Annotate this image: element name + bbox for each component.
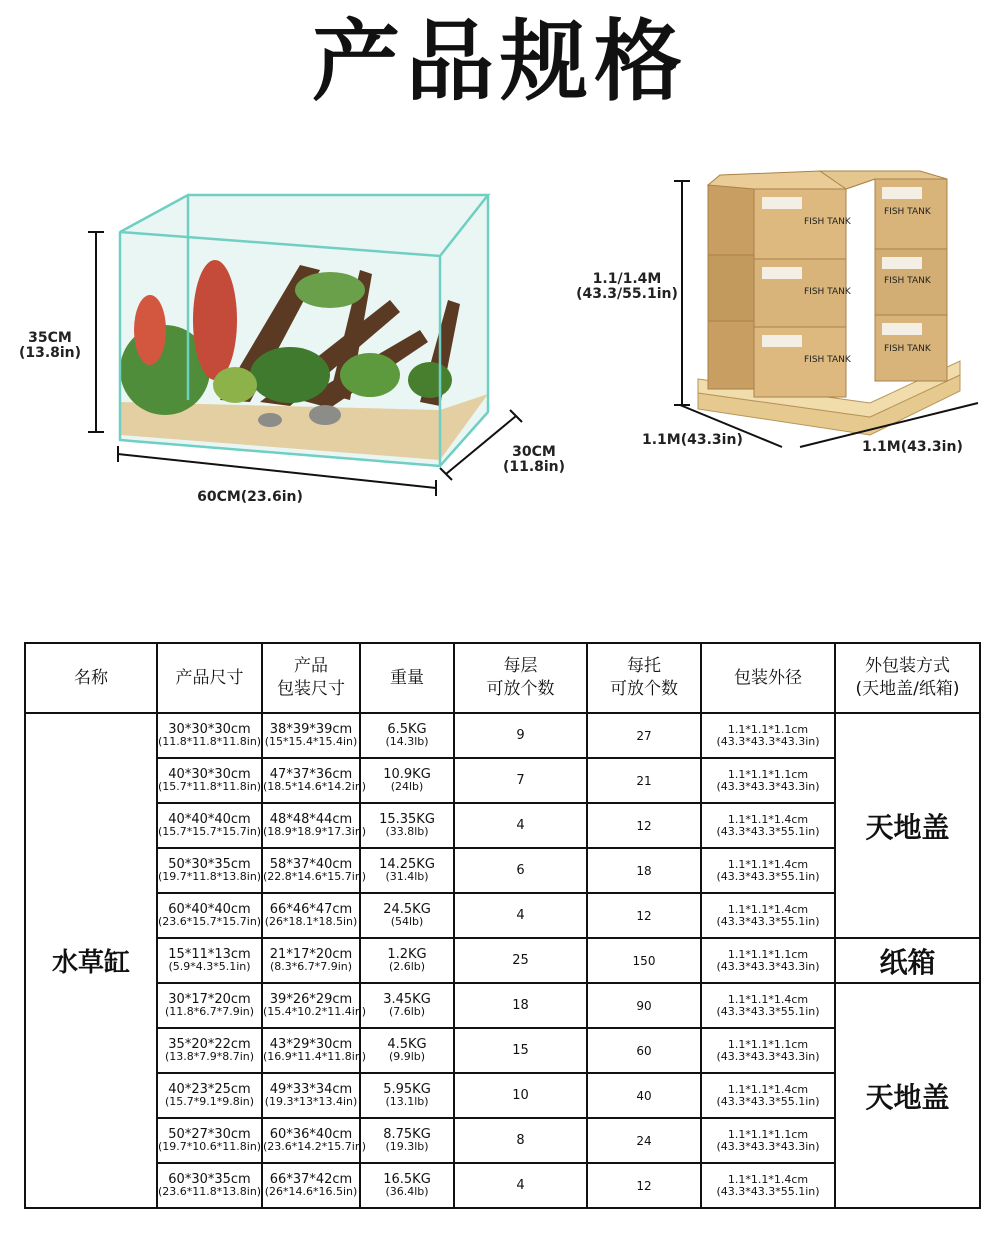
product-size-cell: 15*11*13cm (5.9*4.3*5.1in) (157, 938, 262, 983)
product-size-cell: 40*23*25cm (15.7*9.1*9.8in) (157, 1073, 262, 1118)
package-size-cell: 48*48*44cm (18.9*18.9*17.3in) (262, 803, 360, 848)
box-label-6: FISH TANK (884, 344, 931, 354)
outer-dims-cell: 1.1*1.1*1.4cm (43.3*43.3*55.1in) (701, 848, 835, 893)
outer-dims-cell: 1.1*1.1*1.4cm (43.3*43.3*55.1in) (701, 1073, 835, 1118)
box-label-4: FISH TANK (884, 276, 931, 286)
weight-cell: 24.5KG (54lb) (360, 893, 454, 938)
product-size-cell: 60*30*35cm (23.6*11.8*13.8in) (157, 1163, 262, 1208)
packing-method-cell: 纸箱 (835, 938, 980, 983)
weight-cell: 5.95KG (13.1lb) (360, 1073, 454, 1118)
pallet-height-in: (43.3/55.1in) (576, 285, 678, 302)
package-size-cell: 58*37*40cm (22.8*14.6*15.7in) (262, 848, 360, 893)
header-name: 名称 (25, 643, 157, 713)
weight-cell: 8.75KG (19.3lb) (360, 1118, 454, 1163)
box-label-1: FISH TANK (804, 217, 851, 227)
outer-dims-cell: 1.1*1.1*1.1cm (43.3*43.3*43.3in) (701, 713, 835, 758)
outer-dims-cell: 1.1*1.1*1.1cm (43.3*43.3*43.3in) (701, 758, 835, 803)
pallet-height-label (572, 272, 682, 301)
outer-dims-cell: 1.1*1.1*1.4cm (43.3*43.3*55.1in) (701, 1163, 835, 1208)
header-weight: 重量 (360, 643, 454, 713)
product-size-cell: 35*20*22cm (13.8*7.9*8.7in) (157, 1028, 262, 1073)
per-pallet-cell: 90 (587, 983, 701, 1028)
package-size-cell: 38*39*39cm (15*15.4*15.4in) (262, 713, 360, 758)
per-pallet-cell: 18 (587, 848, 701, 893)
per-pallet-cell: 12 (587, 1163, 701, 1208)
pallet-left-label: 1.1M(43.3in) (642, 432, 743, 448)
tank-depth-in: (11.8in) (502, 458, 566, 475)
per-layer-cell: 8 (454, 1118, 587, 1163)
box-label-2: FISH TANK (884, 207, 931, 217)
per-pallet-cell: 12 (587, 803, 701, 848)
per-layer-cell: 7 (454, 758, 587, 803)
weight-cell: 6.5KG (14.3lb) (360, 713, 454, 758)
per-layer-cell: 4 (454, 893, 587, 938)
table-row (25, 713, 980, 758)
weight-cell: 1.2KG (2.6lb) (360, 938, 454, 983)
height-dimension-line (88, 232, 104, 432)
package-size-cell: 39*26*29cm (15.4*10.2*11.4in) (262, 983, 360, 1028)
package-size-cell: 43*29*30cm (16.9*11.4*11.8in) (262, 1028, 360, 1073)
weight-cell: 4.5KG (9.9lb) (360, 1028, 454, 1073)
outer-dims-cell: 1.1*1.1*1.1cm (43.3*43.3*43.3in) (701, 938, 835, 983)
per-pallet-cell: 21 (587, 758, 701, 803)
page-title: 产品规格 (311, 10, 688, 113)
product-size-cell: 40*30*30cm (15.7*11.8*11.8in) (157, 758, 262, 803)
tank-depth-cm: 30CM (512, 444, 556, 460)
per-layer-cell: 6 (454, 848, 587, 893)
outer-dims-cell: 1.1*1.1*1.4cm (43.3*43.3*55.1in) (701, 803, 835, 848)
outer-dims-cell: 1.1*1.1*1.4cm (43.3*43.3*55.1in) (701, 893, 835, 938)
package-size-cell: 60*36*40cm (23.6*14.2*15.7in) (262, 1118, 360, 1163)
header-product-size: 产品尺寸 (157, 643, 262, 713)
header-per-pallet: 每托 可放个数 (587, 643, 701, 713)
product-size-cell: 50*27*30cm (19.7*10.6*11.8in) (157, 1118, 262, 1163)
per-layer-cell: 15 (454, 1028, 587, 1073)
per-pallet-cell: 12 (587, 893, 701, 938)
weight-cell: 10.9KG (24lb) (360, 758, 454, 803)
per-layer-cell: 10 (454, 1073, 587, 1118)
per-layer-cell: 25 (454, 938, 587, 983)
product-size-cell: 60*40*40cm (23.6*15.7*15.7in) (157, 893, 262, 938)
weight-cell: 14.25KG (31.4lb) (360, 848, 454, 893)
box-label-3: FISH TANK (804, 287, 851, 297)
pallet-illustration (660, 165, 990, 465)
header-outer-dims: 包装外径 (701, 643, 835, 713)
per-layer-cell: 9 (454, 713, 587, 758)
tank-depth-label (500, 445, 568, 474)
tank-height-in: (13.8in) (18, 344, 82, 361)
outer-dims-cell: 1.1*1.1*1.1cm (43.3*43.3*43.3in) (701, 1028, 835, 1073)
spec-table (24, 642, 981, 1209)
per-layer-cell: 4 (454, 1163, 587, 1208)
product-size-cell: 40*40*40cm (15.7*15.7*15.7in) (157, 803, 262, 848)
header-package-size: 产品 包装尺寸 (262, 643, 360, 713)
package-size-cell: 21*17*20cm (8.3*6.7*7.9in) (262, 938, 360, 983)
category-cell: 水草缸 (25, 713, 157, 1208)
tank-height-cm: 35CM (28, 330, 72, 346)
per-layer-cell: 4 (454, 803, 587, 848)
package-size-cell: 49*33*34cm (19.3*13*13.4in) (262, 1073, 360, 1118)
weight-cell: 16.5KG (36.4lb) (360, 1163, 454, 1208)
weight-cell: 3.45KG (7.6lb) (360, 983, 454, 1028)
header-packing-method: 外包装方式 (天地盖/纸箱) (835, 643, 980, 713)
table-row (25, 938, 980, 983)
pallet-height-m: 1.1/1.4M (592, 271, 662, 287)
weight-cell: 15.35KG (33.8lb) (360, 803, 454, 848)
per-pallet-cell: 150 (587, 938, 701, 983)
pallet-right-label: 1.1M(43.3in) (862, 439, 963, 455)
outer-dims-cell: 1.1*1.1*1.4cm (43.3*43.3*55.1in) (701, 983, 835, 1028)
product-size-cell: 50*30*35cm (19.7*11.8*13.8in) (157, 848, 262, 893)
header-per-layer: 每层 可放个数 (454, 643, 587, 713)
packing-method-cell: 天地盖 (835, 983, 980, 1208)
box-label-5: FISH TANK (804, 355, 851, 365)
tank-width-label: 60CM(23.6in) (197, 489, 303, 505)
per-pallet-cell: 27 (587, 713, 701, 758)
package-size-cell: 66*46*47cm (26*18.1*18.5in) (262, 893, 360, 938)
per-pallet-cell: 40 (587, 1073, 701, 1118)
product-size-cell: 30*17*20cm (11.8*6.7*7.9in) (157, 983, 262, 1028)
package-size-cell: 66*37*42cm (26*14.6*16.5in) (262, 1163, 360, 1208)
per-pallet-cell: 24 (587, 1118, 701, 1163)
outer-dims-cell: 1.1*1.1*1.1cm (43.3*43.3*43.3in) (701, 1118, 835, 1163)
table-row (25, 983, 980, 1028)
packing-method-cell: 天地盖 (835, 713, 980, 938)
tank-height-label (14, 331, 86, 360)
per-layer-cell: 18 (454, 983, 587, 1028)
per-pallet-cell: 60 (587, 1028, 701, 1073)
product-size-cell: 30*30*30cm (11.8*11.8*11.8in) (157, 713, 262, 758)
package-size-cell: 47*37*36cm (18.5*14.6*14.2in) (262, 758, 360, 803)
table-header-row (25, 643, 980, 713)
